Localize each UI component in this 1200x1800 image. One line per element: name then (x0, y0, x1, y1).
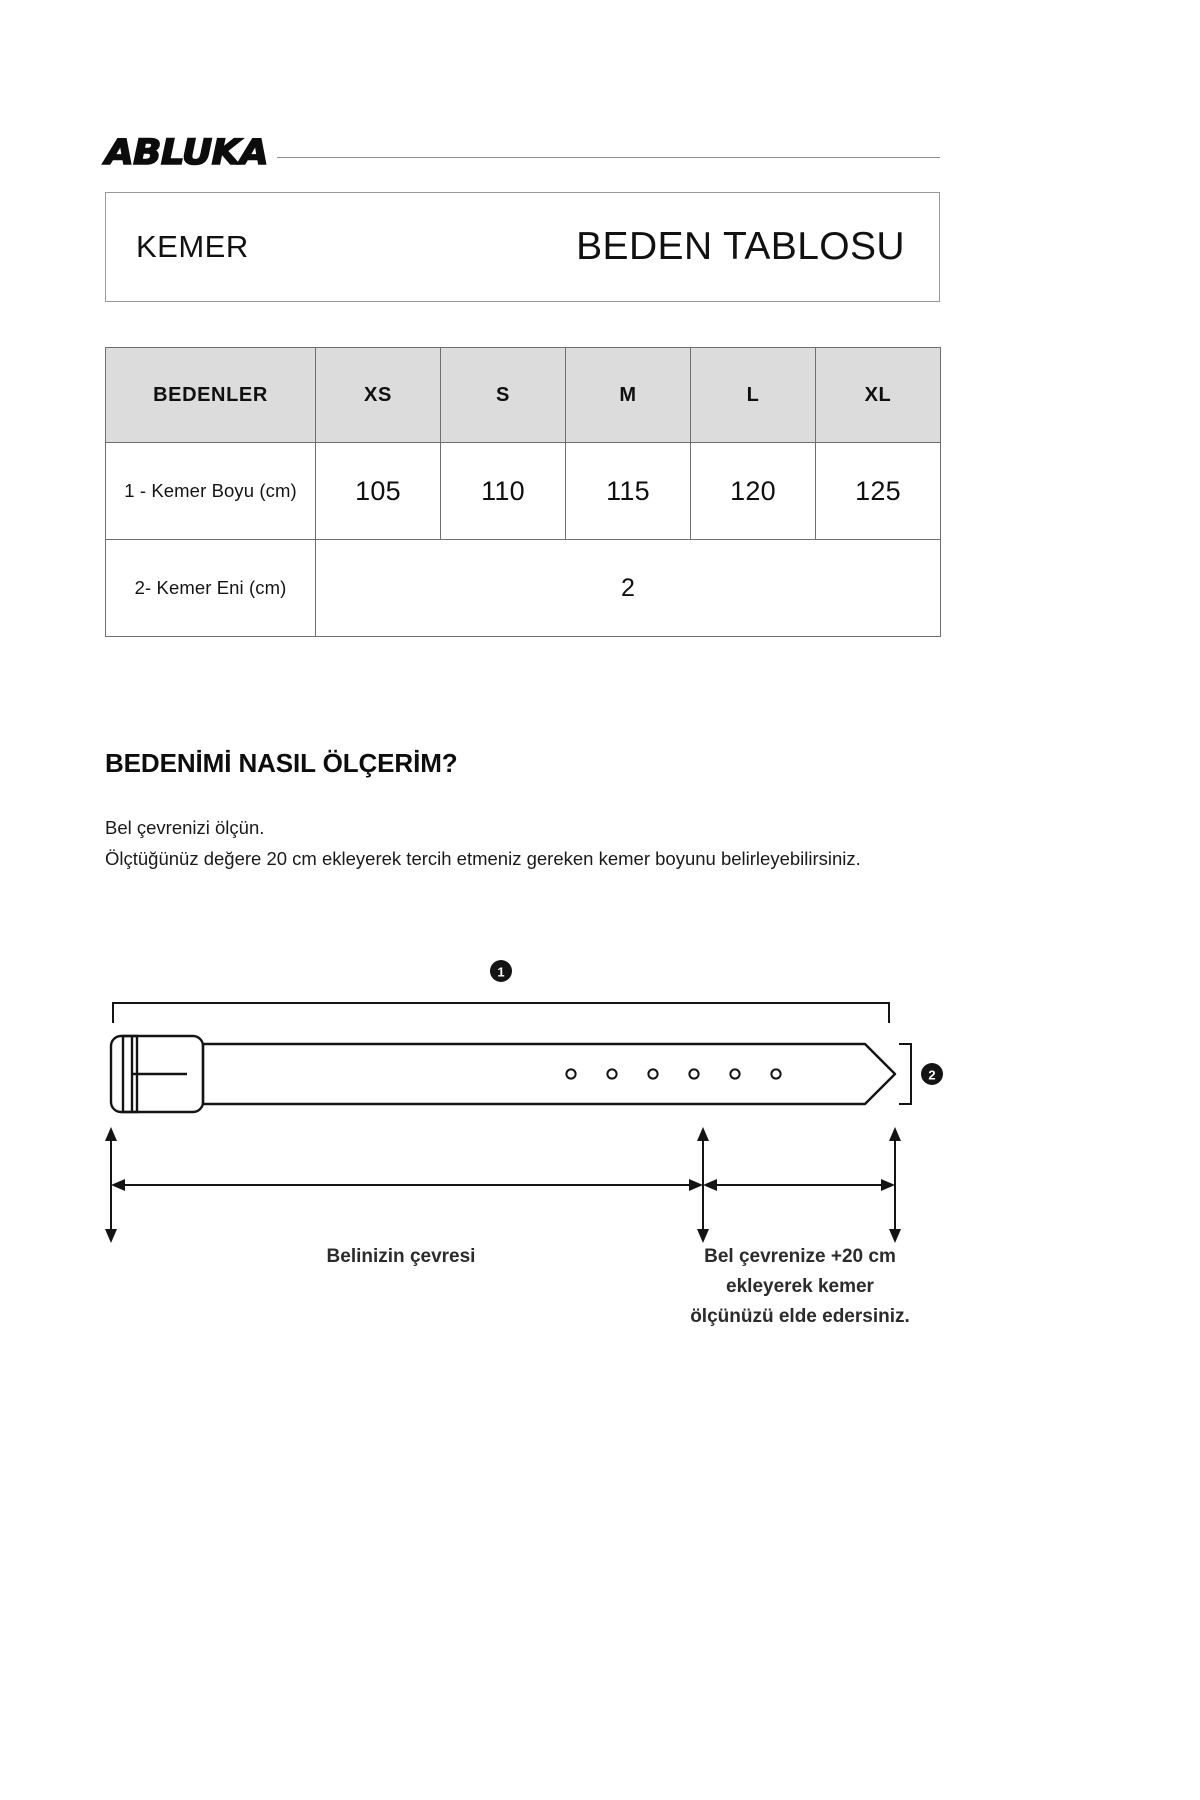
arrowhead-left-waist (111, 1179, 125, 1191)
cell-kemer-eni-all-sizes: 2 (316, 540, 941, 637)
brand-divider-rule (277, 157, 940, 158)
caption-extra-line-1: Bel çevrenize +20 cm (704, 1246, 896, 1267)
caption-extra-line-3: ölçünüzü elde edersiniz. (690, 1306, 910, 1327)
table-body (106, 443, 941, 637)
arrowhead-up-middle (697, 1127, 709, 1141)
abluka-logo: ABLUKA (105, 132, 269, 173)
arrowhead-right-waist (689, 1179, 703, 1191)
column-header-m: M (566, 348, 691, 443)
caption-waist-circumference: Belinizin çevresi (326, 1246, 476, 1267)
product-category-label: KEMER (136, 229, 249, 264)
belt-hole (566, 1069, 575, 1078)
arrowhead-up-left (105, 1127, 117, 1141)
column-header-xl: XL (816, 348, 941, 443)
column-header-xs: XS (316, 348, 441, 443)
arrowhead-down-left (105, 1229, 117, 1243)
belt-hole (689, 1069, 698, 1078)
marker-one-label: 1 (497, 964, 505, 980)
belt-hole (648, 1069, 657, 1078)
arrowhead-up-right (889, 1127, 901, 1141)
arrowhead-down-middle (697, 1229, 709, 1243)
arrowhead-right-extra (881, 1179, 895, 1191)
how-to-measure-heading: BEDENİMİ NASIL ÖLÇERİM? (105, 748, 458, 778)
marker-two-icon (921, 1063, 943, 1085)
table-row (106, 443, 941, 540)
column-header-bedenler: BEDENLER (106, 348, 316, 443)
marker-one-icon (490, 960, 512, 982)
table-header-row (106, 348, 941, 443)
size-chart-table (105, 347, 941, 637)
belt-hole (771, 1069, 780, 1078)
how-to-measure-body (105, 812, 955, 874)
column-header-l: L (691, 348, 816, 443)
how-to-measure-line-1: Bel çevrenizi ölçün. (105, 817, 265, 838)
cell-kemer-boyu-xl: 125 (816, 443, 941, 540)
cell-kemer-boyu-xs: 105 (316, 443, 441, 540)
belt-hole (730, 1069, 739, 1078)
belt-hole (607, 1069, 616, 1078)
table-head (106, 348, 941, 443)
belt-illustration (111, 1036, 895, 1112)
cell-kemer-boyu-m: 115 (566, 443, 691, 540)
arrowhead-left-extra (703, 1179, 717, 1191)
page-title: BEDEN TABLOSU (576, 225, 905, 268)
belt-width-bracket (899, 1044, 911, 1104)
brand-row (105, 132, 940, 174)
table-row (106, 540, 941, 637)
arrowhead-down-right (889, 1229, 901, 1243)
marker-two-label: 2 (928, 1067, 936, 1083)
belt-diagram (95, 935, 975, 1355)
caption-extra-line-2: ekleyerek kemer (726, 1276, 874, 1297)
row-label-kemer-eni: 2- Kemer Eni (cm) (106, 540, 316, 637)
cell-kemer-boyu-l: 120 (691, 443, 816, 540)
belt-length-bracket (113, 1003, 889, 1023)
title-box (105, 192, 940, 302)
cell-kemer-boyu-s: 110 (441, 443, 566, 540)
how-to-measure-line-2: Ölçtüğünüz değere 20 cm ekleyerek tercih etmeniz gereken kemer boyunu belirleyebilirsiniz. (105, 848, 861, 869)
row-label-kemer-boyu: 1 - Kemer Boyu (cm) (106, 443, 316, 540)
belt-diagram-svg (95, 935, 975, 1355)
column-header-s: S (441, 348, 566, 443)
belt-strap (203, 1044, 895, 1104)
